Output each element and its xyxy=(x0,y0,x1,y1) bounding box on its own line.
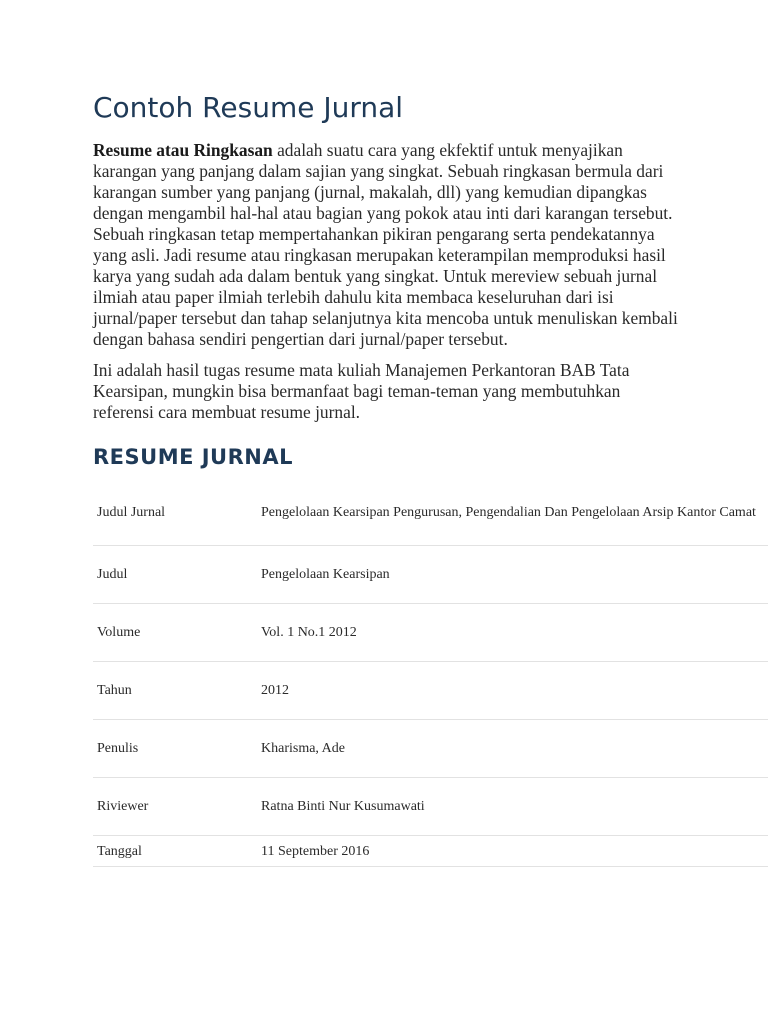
row-value: 2012 xyxy=(257,662,768,720)
table-row xyxy=(93,479,768,546)
row-value: Pengelolaan Kearsipan xyxy=(257,546,768,604)
intro-paragraph-1-text: adalah suatu cara yang ekfektif untuk menyajikan karangan yang panjang dalam sajian yang singkat. Sebuah ringkasan bermula dari karangan sumber yang panjang (jurnal, makalah, dll) yang kemudian dipangkas dengan mengambil hal-hal atau bagian yang pokok atau inti dari karangan tersebut. xyxy=(93,140,673,223)
row-label: Volume xyxy=(93,604,257,662)
document-page xyxy=(93,88,768,867)
row-label: Judul xyxy=(93,546,257,604)
row-value: 11 September 2016 xyxy=(257,836,768,867)
section-heading: RESUME JURNAL xyxy=(93,445,293,469)
row-value: Ratna Binti Nur Kusumawati xyxy=(257,778,768,836)
row-label: Judul Jurnal xyxy=(93,479,257,546)
table-row xyxy=(93,778,768,836)
intro-paragraph-1 xyxy=(93,140,683,350)
table-row xyxy=(93,662,768,720)
table-row xyxy=(93,604,768,662)
table-row xyxy=(93,836,768,867)
intro-paragraph-2: Ini adalah hasil tugas resume mata kuliah Manajemen Perkantoran BAB Tata Kearsipan, mungkin bisa bermanfaat bagi teman-teman yang membutuhkan referensi cara membuat resume jurnal. xyxy=(93,360,630,422)
intro-paragraph-1-continued: Sebuah ringkasan tetap mempertahankan pikiran pengarang serta pendekatannya yang asli. Jadi resume atau ringkasan merupakan keterampilan memproduksi hasil karya yang sudah ada dalam bentuk yang singkat. Untuk mereview sebuah jurnal ilmiah atau paper ilmiah terlebih dahulu kita membaca keseluruhan dari isi jurnal/paper tersebut dan tahap selanjutnya kita mencoba untuk menuliskan kembali dengan bahasa sendiri pengertian dari jurnal/paper tersebut. xyxy=(93,224,678,349)
intro-bold-lead: Resume atau Ringkasan xyxy=(93,140,273,160)
table-row xyxy=(93,720,768,778)
row-label: Tanggal xyxy=(93,836,257,867)
row-value: Pengelolaan Kearsipan Pengurusan, Pengendalian Dan Pengelolaan Arsip Kantor Camat xyxy=(257,479,768,546)
row-label: Tahun xyxy=(93,662,257,720)
resume-table xyxy=(93,479,768,867)
page-title: Contoh Resume Jurnal xyxy=(93,91,404,124)
row-value: Vol. 1 No.1 2012 xyxy=(257,604,768,662)
row-value: Kharisma, Ade xyxy=(257,720,768,778)
row-label: Riviewer xyxy=(93,778,257,836)
row-label: Penulis xyxy=(93,720,257,778)
table-row xyxy=(93,546,768,604)
